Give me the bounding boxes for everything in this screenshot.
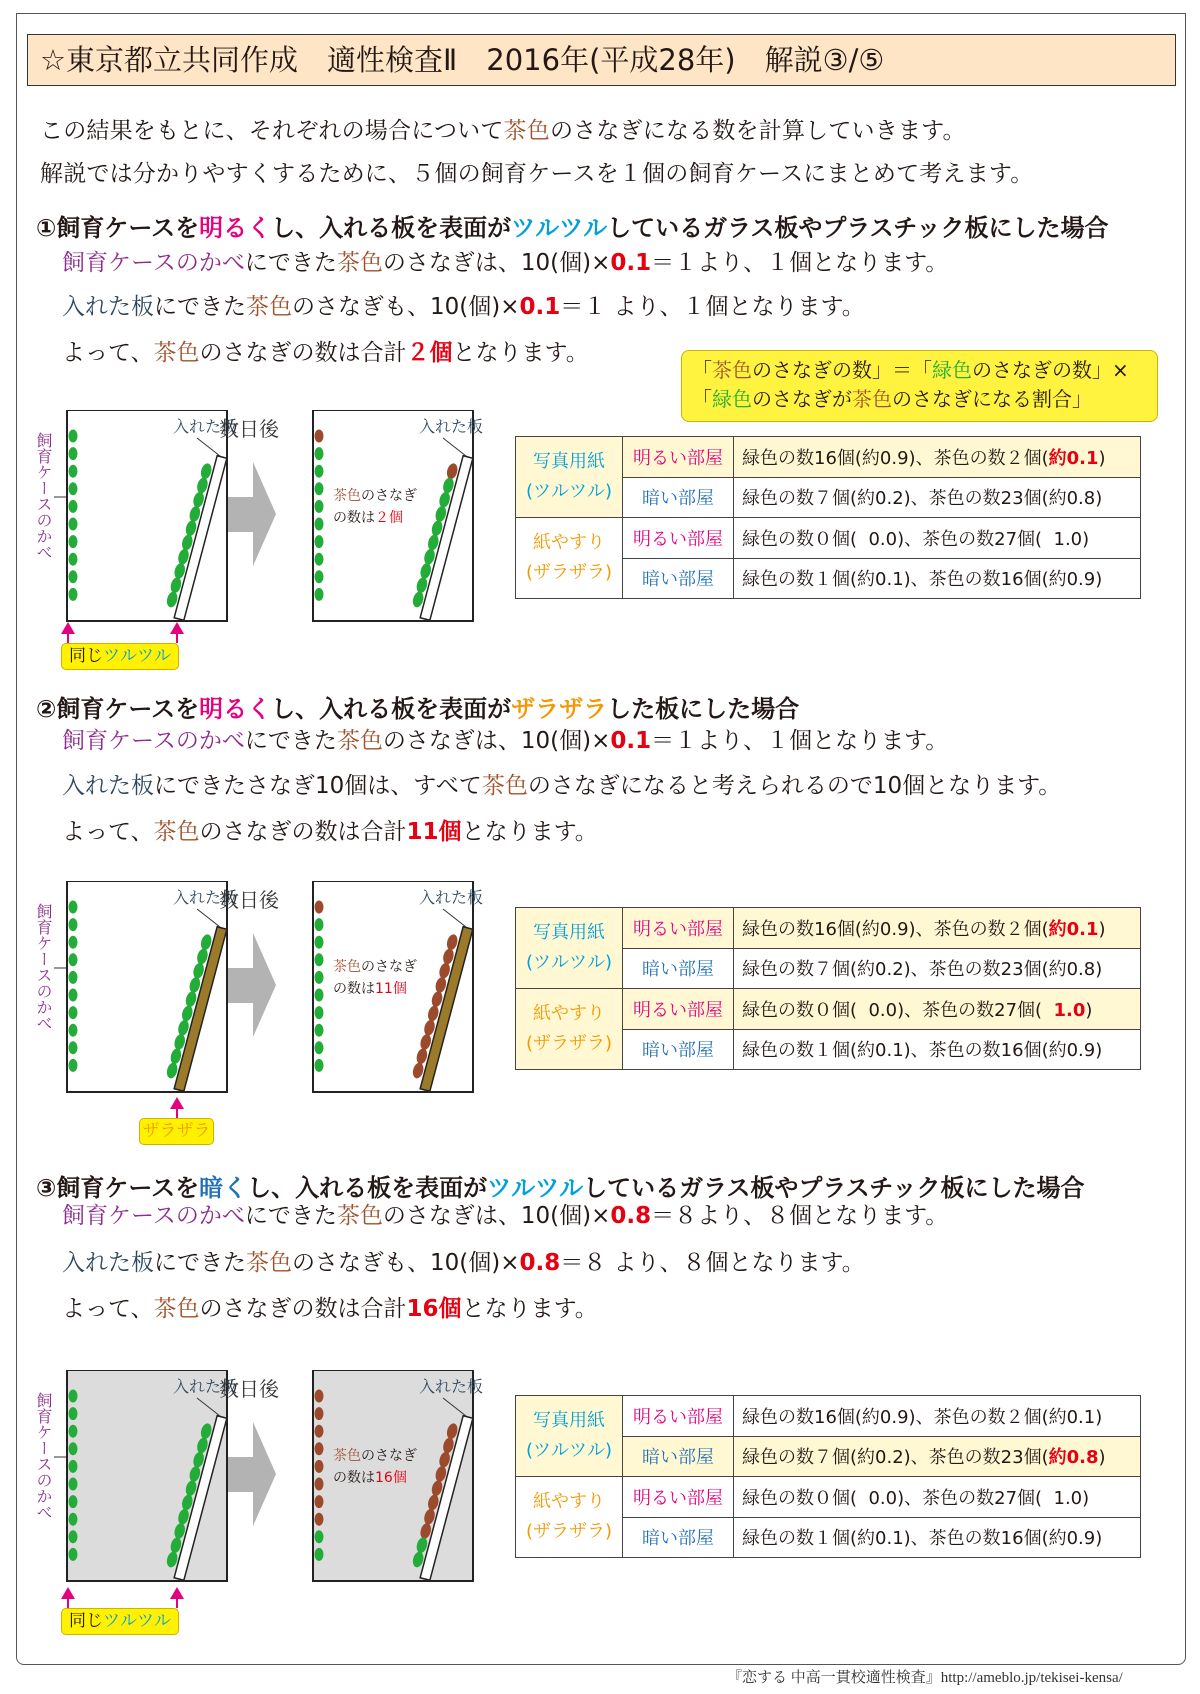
brown-pupa [315,1390,324,1403]
text-segment: 茶色 [336,728,383,754]
explanation-line [62,292,865,322]
text-segment: よって、 [62,340,154,366]
wall-label: 飼育ケースのかべ [34,903,53,1031]
wall-label: 飼育ケースのかべ [34,432,53,560]
text-segment: しているガラス板やプラスチック板にした場合 [607,214,1109,242]
count-text: 緑色の数16個(約0.9)、茶色の数２個( [742,1406,1049,1428]
text-segment: ②飼育ケースを [36,695,200,723]
text-segment: にできた [154,1250,246,1276]
table-row [516,437,1141,478]
green-pupa [69,1460,78,1473]
count-text: 緑色の数16個(約0.9)、茶色の数２個( [742,918,1049,940]
room-cell: 暗い部屋 [623,1436,734,1477]
count-cell [734,1517,1141,1558]
plate-label: 入れた板 [418,888,484,907]
ratio-value: 約0.9 [1048,1528,1096,1550]
room-cell: 暗い部屋 [623,558,734,599]
green-pupa [69,1041,78,1054]
results-table [515,1395,1141,1558]
text-segment: 明るく [199,695,272,723]
brown-pupa [315,1478,324,1491]
explanation-line [62,1248,865,1278]
text-segment: ＝１より、１個となります。 [651,728,949,754]
green-pupa [69,1425,78,1438]
green-pupa [69,1548,78,1561]
text-segment: のさなぎの数」＝「 [752,358,932,382]
green-pupa [315,971,324,984]
green-pupa [69,588,78,601]
result-text-1 [333,488,417,504]
green-pupa [69,1006,78,1019]
explanation-line [62,817,598,847]
green-pupa [315,953,324,966]
text-segment: 同じ [69,646,103,666]
text-segment: 「 [692,387,712,411]
count-text: 緑色の数７個(約0.2)、茶色の数23個( [742,488,1049,510]
text-segment: のさなぎの数は合計 [199,340,407,366]
text-segment: 茶色 [246,1250,292,1276]
count-text: ) [1095,959,1103,981]
count-cell [734,1029,1141,1070]
ratio-value: 約0.1 [1048,1406,1096,1428]
case-heading [36,693,799,725]
text-segment: となります。 [461,1296,598,1322]
explanation-line [62,338,589,368]
paper-type-cell [516,1396,623,1477]
case-heading [36,212,1108,244]
text-segment: のさなぎになる数を計算していきます。 [549,118,966,144]
green-pupa [315,500,324,513]
count-text: 緑色の数７個(約0.2)、茶色の数23個( [742,959,1049,981]
text-segment: 入れた板 [62,773,154,799]
result-count: 11個 [375,981,407,997]
text-segment: のさなぎも、10(個)× [292,294,520,320]
formula-line [692,356,1147,385]
brown-pupa [315,1495,324,1508]
paper-type-cell [516,1477,623,1558]
green-pupa [69,1530,78,1543]
text-segment: ２個 [406,340,453,366]
count-text: ) [1095,1406,1103,1428]
case-diagram [30,410,500,630]
text-segment: ザラザラ [511,695,608,723]
surface-tag [61,643,179,670]
text-segment: 茶色 [153,819,200,845]
green-pupa [69,447,78,460]
green-pupa [69,500,78,513]
plate-label: 入れた板 [172,1377,238,1396]
text-segment: ＝１より、１個となります。 [651,250,949,276]
text-segment: 「 [692,358,712,382]
text-segment: ツルツル [511,214,608,242]
brown-pupa [315,1513,324,1526]
wall-label: 飼育ケースのかべ [34,1392,53,1520]
text-segment: のさなぎの数は合計 [199,1296,407,1322]
count-text: ) [1098,918,1106,940]
count-text: ) [1098,447,1106,469]
intro-line-2 [40,155,1033,188]
ratio-value: 1.0 [1053,999,1086,1021]
green-pupa [69,1478,78,1491]
pointer-arrow-icon [67,624,69,643]
count-text: 緑色の数１個(約0.1)、茶色の数16個( [742,569,1049,591]
text-segment: のさなぎの数は合計 [199,819,407,845]
text-segment: 0.1 [610,250,652,276]
text-segment: ＝１ より、１個となります。 [560,294,865,320]
text-segment: この結果をもとに、それぞれの場合について [40,118,504,144]
after-days-label: 数日後 [219,417,279,441]
result-text-2 [333,509,403,526]
green-pupa [69,1059,78,1072]
count-cell [734,908,1141,949]
text-segment: となります。 [461,819,598,845]
result-count: 16個 [375,1470,407,1486]
table-row [516,989,1141,1030]
green-pupa [69,936,78,949]
paper-type-label: 紙やすり [533,1003,605,1024]
count-text: ) [1098,1447,1106,1469]
green-pupa [69,1390,78,1403]
green-pupa [69,518,78,531]
green-pupa [315,465,324,478]
green-pupa [69,1442,78,1455]
count-cell [734,1436,1141,1477]
paper-type-label: 紙やすり [533,532,605,553]
green-pupa [315,518,324,531]
green-pupa [315,570,324,583]
footer-credit: 『恋する 中高一貫校適性検査』http://ameblo.jp/tekisei-kensa/ [727,1670,1123,1686]
brown-pupa [315,1460,324,1473]
count-cell [734,1396,1141,1437]
paper-type-label: (ツルツル) [525,1440,613,1461]
text-segment: 飼育ケースのかべ [62,250,245,276]
table-row [516,1477,1141,1518]
text-segment: のさなぎが [752,387,852,411]
results-table [515,907,1141,1070]
count-cell [734,989,1141,1030]
text-segment: よって、 [62,819,154,845]
text-segment: 入れた板 [62,1250,154,1276]
green-pupa [69,1024,78,1037]
table-row [516,908,1141,949]
text-segment: のさなぎになる割合」 [892,387,1092,411]
paper-type-label: (ザラザラ) [525,1033,613,1054]
result-brown-word: 茶色 [333,959,361,975]
brown-pupa [315,1425,324,1438]
count-text: 緑色の数７個(約0.2)、茶色の数23個( [742,1447,1049,1469]
surface-tag [61,1608,179,1635]
green-pupa [69,1407,78,1420]
room-cell: 明るい部屋 [623,518,734,559]
right-arrow-icon [228,933,276,1037]
paper-type-label: 紙やすり [533,1491,605,1512]
text-segment: のさなぎの数」× [972,358,1129,382]
text-segment: 茶色 [852,387,892,411]
plate-label: 入れた板 [418,417,484,436]
green-pupa [315,1041,324,1054]
text-segment: のさなぎは、10(個)× [382,728,611,754]
green-pupa [69,971,78,984]
text-segment: 茶色 [336,1203,383,1229]
result-brown-word: 茶色 [333,1448,361,1464]
result-text-2 [333,980,407,997]
text-segment: し、入れる板を表面が [271,214,512,242]
diagram-drawing [30,881,500,1101]
text-segment: 緑色 [932,358,972,382]
room-cell: 暗い部屋 [623,948,734,989]
case-section-1 [0,212,1200,682]
green-pupa [69,953,78,966]
text-segment: のさなぎになると考えられるので10個となります。 [527,773,1062,799]
text-segment: ツルツル [103,646,171,666]
green-pupa [69,570,78,583]
paper-type-label: (ツルツル) [525,952,613,973]
explanation-line [62,1201,948,1231]
count-text: ) [1095,488,1103,510]
case-section-3 [0,1172,1200,1642]
result-text: のさなぎ [361,1448,417,1464]
text-segment: ツルツル [103,1611,171,1631]
text-segment: 茶色 [246,294,292,320]
result-text: の数は [333,981,375,997]
green-pupa [315,482,324,495]
brown-pupa [315,1442,324,1455]
text-segment: 暗く [199,1174,248,1202]
count-text: ) [1095,1528,1103,1550]
ratio-value: 約0.8 [1048,1447,1099,1469]
green-pupa [69,465,78,478]
paper-type-cell [516,908,623,989]
room-cell: 明るい部屋 [623,1396,734,1437]
green-pupa [315,1024,324,1037]
count-text: )、茶色の数27個( 1.0) [897,528,1090,550]
green-pupa [69,1513,78,1526]
result-text: の数は [333,1470,375,1486]
explanation-line [62,248,948,278]
brown-pupa [315,901,324,914]
text-segment: 飼育ケースのかべ [62,1203,245,1229]
green-pupa [315,1006,324,1019]
ratio-value: 約0.9 [1048,569,1096,591]
count-text: 緑色の数０個( 0.0)、茶色の数27個( [742,999,1054,1021]
ratio-value: 約0.8 [1048,959,1096,981]
plate-label: 入れた板 [172,417,238,436]
brown-pupa [315,1407,324,1420]
green-pupa [69,430,78,443]
explanation-line [62,726,948,756]
case-diagram [30,881,500,1101]
green-pupa [315,535,324,548]
results-table [515,436,1141,599]
table-row [516,1396,1141,1437]
pointer-arrow-icon [176,1099,178,1118]
explanation-line [62,771,1061,801]
green-pupa [69,482,78,495]
paper-type-label: (ザラザラ) [525,1521,613,1542]
plate-label: 入れた板 [172,888,238,907]
green-pupa [315,1059,324,1072]
ratio-value: 0.0 [868,528,898,550]
pointer-arrow-icon [67,1589,69,1608]
text-segment: にできた [154,294,246,320]
text-segment: 緑色 [712,387,752,411]
brown-pupa [315,430,324,443]
green-pupa [69,535,78,548]
count-text: )、茶色の数27個( 1.0) [897,1487,1090,1509]
green-pupa [69,989,78,1002]
green-pupa [315,1530,324,1543]
result-text: の数は [333,510,375,526]
text-segment: ツルツル [487,1174,584,1202]
green-pupa [315,918,324,931]
right-arrow-icon [228,1422,276,1526]
text-segment: のさなぎも、10(個)× [292,1250,520,1276]
ratio-value: 約0.1 [1048,918,1099,940]
text-segment: 16個 [406,1296,462,1322]
count-cell [734,437,1141,478]
paper-type-label: 写真用紙 [533,922,605,943]
ratio-value: 0.0 [868,1487,898,1509]
text-segment: 明るく [199,214,272,242]
text-segment: ザラザラ [142,1121,211,1141]
paper-type-cell [516,518,623,599]
text-segment: にできた [244,728,337,754]
text-segment: のさなぎは、10(個)× [382,1203,611,1229]
result-text-2 [333,1469,407,1486]
count-cell [734,558,1141,599]
ratio-value: 約0.1 [1048,447,1099,469]
result-text-1 [333,959,417,975]
text-segment: にできたさなぎ10個は、すべて [154,773,482,799]
explanation-line [62,1294,598,1324]
text-segment: となります。 [452,340,589,366]
text-segment: にできた [244,250,337,276]
result-brown-word: 茶色 [333,488,361,504]
ratio-value: 約0.8 [1048,488,1096,510]
count-cell [734,1477,1141,1518]
text-segment: のさなぎは、10(個)× [382,250,611,276]
result-text-1 [333,1448,417,1464]
room-cell: 明るい部屋 [623,908,734,949]
text-segment: 飼育ケースのかべ [62,728,245,754]
count-text: 緑色の数０個( [742,528,869,550]
result-count: ２個 [375,510,403,526]
text-segment: した板にした場合 [607,695,800,723]
text-segment: ①飼育ケースを [36,214,200,242]
green-pupa [69,901,78,914]
surface-tag [139,1118,214,1145]
formula-note [681,350,1158,422]
text-segment: 解説では分かりやすくするために、５個の飼育ケースを１個の飼育ケースにまとめて考えます。 [40,161,1034,187]
text-segment: 11個 [406,819,462,845]
text-segment: ＝８ より、８個となります。 [560,1250,865,1276]
text-segment: 茶色 [481,773,528,799]
text-segment: 茶色 [153,340,200,366]
paper-type-cell [516,989,623,1070]
text-segment: にできた [244,1203,337,1229]
pointer-arrow-icon [176,624,178,643]
text-segment: 0.1 [610,728,652,754]
plate-label: 入れた板 [418,1377,484,1396]
count-text: 緑色の数１個(約0.1)、茶色の数16個( [742,1528,1049,1550]
green-pupa [315,447,324,460]
text-segment: し、入れる板を表面が [271,695,512,723]
text-segment: 茶色 [153,1296,200,1322]
after-days-label: 数日後 [219,888,279,912]
count-text: ) [1095,1040,1103,1062]
paper-type-label: (ザラザラ) [525,562,613,583]
room-cell: 暗い部屋 [623,1029,734,1070]
room-cell: 暗い部屋 [623,1517,734,1558]
green-pupa [315,588,324,601]
formula-line [692,385,1147,414]
text-segment: 茶色 [336,250,383,276]
case-diagram [30,1370,500,1590]
diagram-drawing [30,1370,500,1590]
count-text: ) [1085,999,1093,1021]
green-pupa [315,989,324,1002]
text-segment: 0.8 [610,1203,652,1229]
paper-type-label: 写真用紙 [533,1410,605,1431]
intro-line-1 [40,112,966,145]
text-segment: 茶色 [712,358,752,382]
text-segment: し、入れる板を表面が [247,1174,488,1202]
text-segment: 0.8 [519,1250,561,1276]
paper-type-cell [516,437,623,518]
after-days-label: 数日後 [219,1377,279,1401]
room-cell: 明るい部屋 [623,437,734,478]
green-pupa [315,936,324,949]
green-pupa [315,1548,324,1561]
room-cell: 暗い部屋 [623,477,734,518]
green-pupa [69,918,78,931]
room-cell: 明るい部屋 [623,989,734,1030]
case-section-2 [0,693,1200,1163]
right-arrow-icon [228,462,276,566]
ratio-value: 約0.9 [1048,1040,1096,1062]
text-segment: 入れた板 [62,294,154,320]
text-segment: ＝８より、８個となります。 [651,1203,949,1229]
paper-type-label: 写真用紙 [533,451,605,472]
green-pupa [69,1495,78,1508]
green-pupa [69,553,78,566]
result-text: のさなぎ [361,959,417,975]
count-cell [734,948,1141,989]
text-segment: 茶色 [503,118,550,144]
text-segment: 同じ [69,1611,103,1631]
text-segment: しているガラス板やプラスチック板にした場合 [583,1174,1085,1202]
count-text: ) [1095,569,1103,591]
count-cell [734,518,1141,559]
case-heading [36,1172,1084,1204]
text-segment: 0.1 [519,294,561,320]
green-pupa [315,553,324,566]
page-title: ☆東京都立共同作成 適性検査Ⅱ 2016年(平成28年) 解説③/⑤ [27,34,1176,86]
count-text: 緑色の数０個( [742,1487,869,1509]
text-segment: よって、 [62,1296,154,1322]
count-cell [734,477,1141,518]
pointer-arrow-icon [176,1589,178,1608]
count-text: 緑色の数16個(約0.9)、茶色の数２個( [742,447,1049,469]
paper-type-label: (ツルツル) [525,481,613,502]
diagram-drawing [30,410,500,630]
table-row [516,518,1141,559]
count-text: 緑色の数１個(約0.1)、茶色の数16個( [742,1040,1049,1062]
room-cell: 明るい部屋 [623,1477,734,1518]
result-text: のさなぎ [361,488,417,504]
text-segment: ③飼育ケースを [36,1174,200,1202]
